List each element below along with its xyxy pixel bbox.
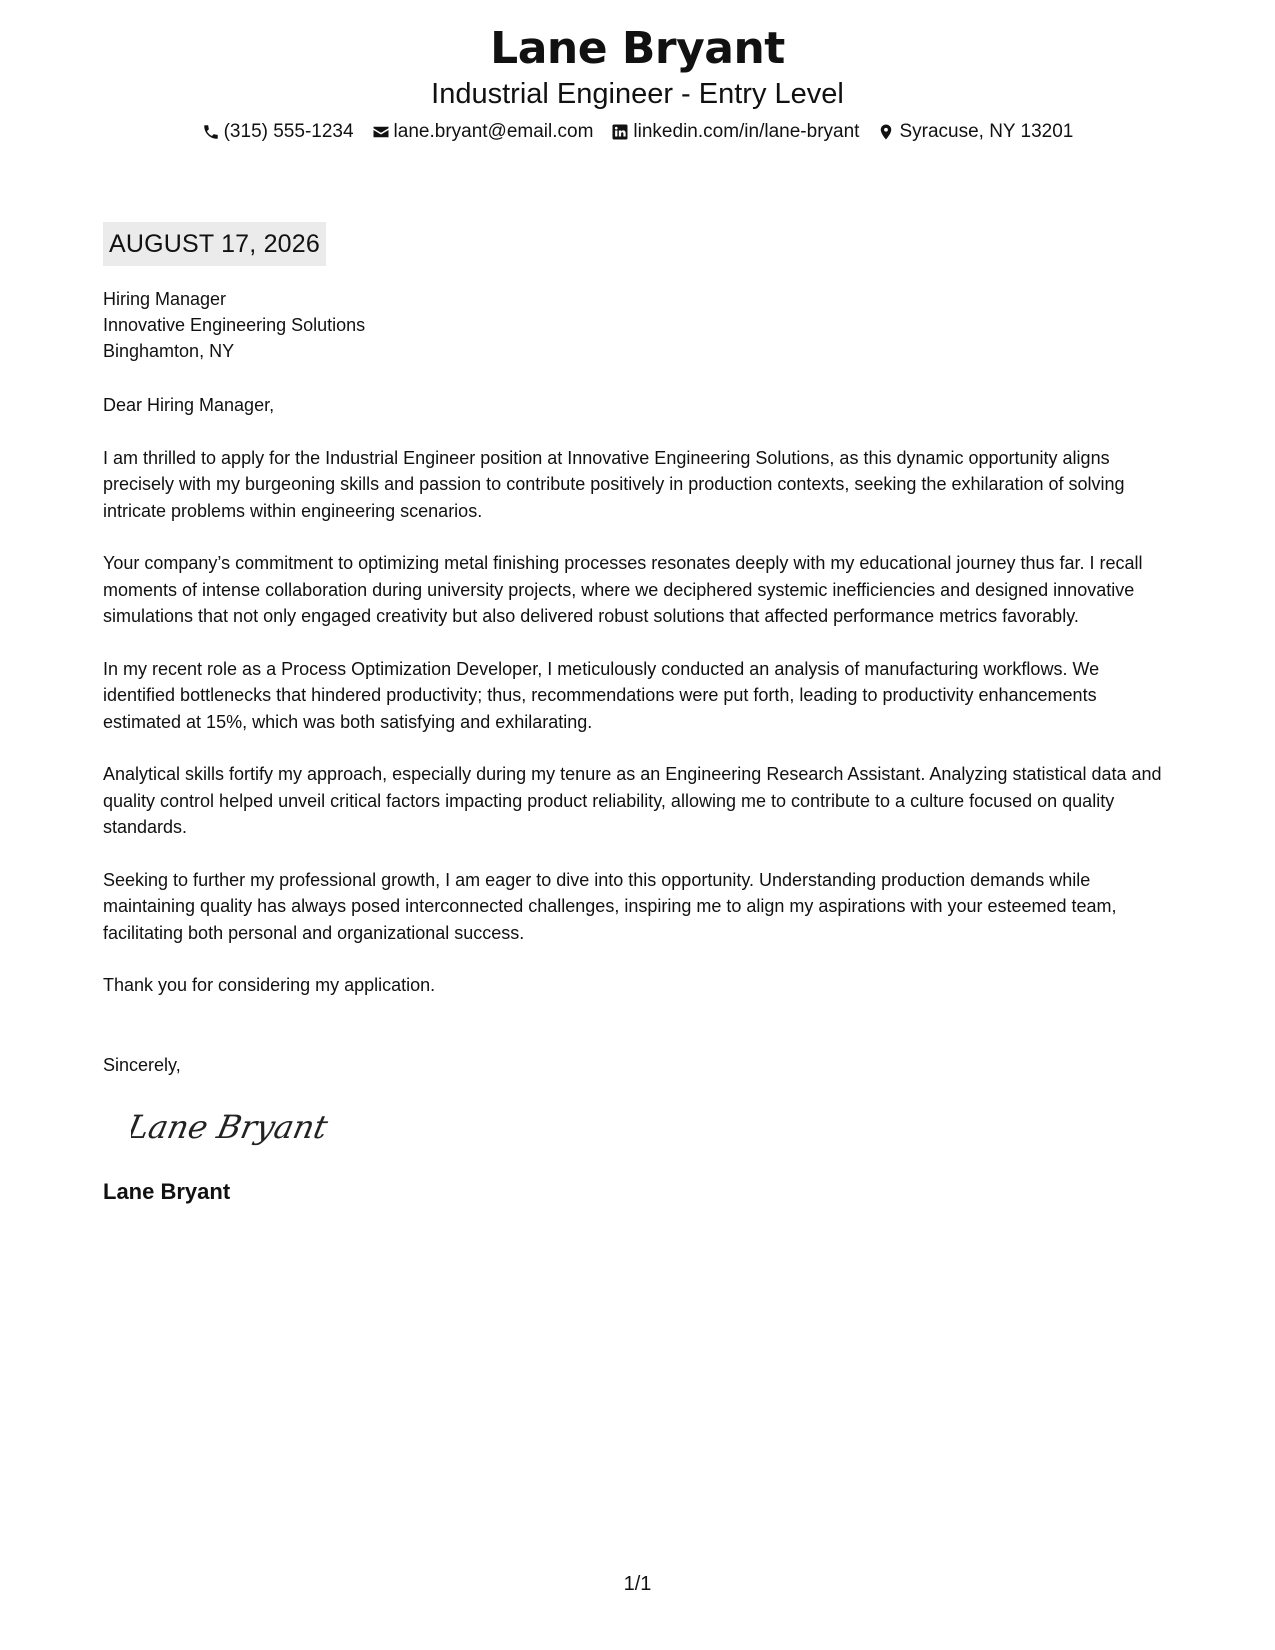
map-pin-icon (877, 123, 895, 141)
signer-name: Lane Bryant (103, 1179, 231, 1204)
contact-location (877, 120, 1073, 144)
email-text: lane.bryant@email.com (393, 121, 594, 142)
closing-line: Thank you for considering my application. (103, 975, 436, 995)
body-paragraph: I am thrilled to apply for the Industrial Engineer position at Innovative Engineering Solutions, as this dynamic opportunity aligns precisely with my burgeoning skills and passion to contribute positively in production contexts, seeking the exhilaration of solving intricate problems within engineering scenarios. (103, 447, 1125, 521)
signoff: Sincerely, (103, 1054, 181, 1075)
phone-text: (315) 555-1234 (223, 121, 354, 142)
recipient-block (103, 286, 1173, 364)
signature-glyphs: Lane Bryant (131, 1108, 331, 1146)
phone-icon (202, 123, 220, 141)
contact-info (0, 120, 1275, 144)
body-paragraph: Analytical skills fortify my approach, especially during my tenure as an Engineering Research Assistant. Analyzing statistical data and quality control helped unveil critical factors impacting product reliability, allowing me to contribute to a culture focused on quality standards. (103, 764, 1162, 837)
salutation: Dear Hiring Manager, (103, 395, 275, 415)
recipient-line: Binghamton, NY (103, 341, 235, 361)
linkedin-text: linkedin.com/in/lane-bryant (633, 121, 860, 142)
recipient-line: Innovative Engineering Solutions (103, 315, 366, 335)
location-text: Syracuse, NY 13201 (899, 121, 1074, 142)
letter-date: AUGUST 17, 2026 (103, 222, 326, 266)
envelope-icon (372, 123, 390, 141)
applicant-title: Industrial Engineer - Entry Level (431, 78, 844, 110)
contact-email (372, 120, 594, 144)
body-paragraph: Your company’s commitment to optimizing metal finishing processes resonates deeply with my educational journey thus far. I recall moments of intense collaboration during university projects, where we deciphered systemic inefficiencies and designed innovative simulations that not only engaged creativity but also delivered robust solutions that affected performance metrics favorably. (103, 553, 1143, 626)
handwritten-signature (131, 1102, 331, 1152)
recipient-line: Hiring Manager (103, 289, 227, 309)
body-paragraph: In my recent role as a Process Optimization Developer, I meticulously conducted an analysis of manufacturing workflows. We identified bottlenecks that hindered productivity; thus, recommendations were put forth, leading to productivity enhancements estimated at 15%, which was both satisfying and exhilarating. (103, 658, 1100, 732)
linkedin-icon (611, 123, 629, 141)
letter-header (0, 22, 1275, 144)
applicant-name: Lane Bryant (490, 23, 785, 74)
page-number: 1/1 (623, 1573, 652, 1595)
contact-phone (202, 120, 354, 144)
contact-linkedin (611, 120, 859, 144)
letter-body (103, 222, 1173, 1206)
body-paragraph: Seeking to further my professional growth, I am eager to dive into this opportunity. Understanding production demands while maintaining quality has always posed interconnected challenges, inspiring me to align my aspirations with your esteemed team, facilitating both personal and organizational success. (103, 869, 1117, 943)
